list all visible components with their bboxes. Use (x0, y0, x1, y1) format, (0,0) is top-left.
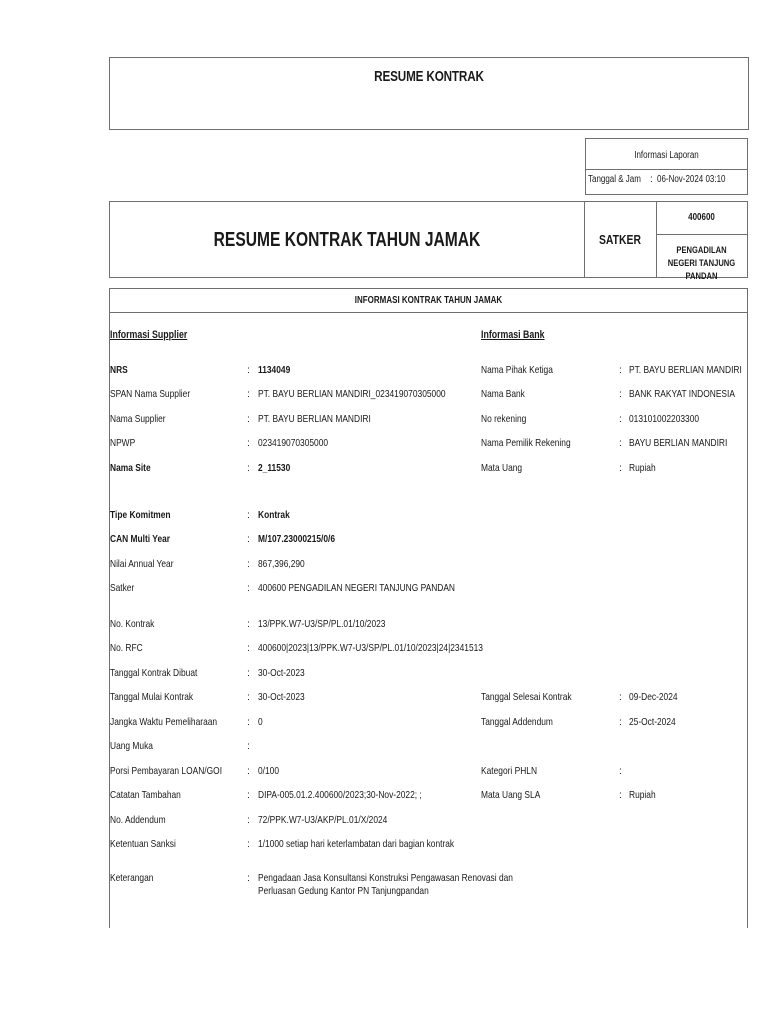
field-label: Catatan Tambahan (110, 789, 181, 801)
remarks-line: Pengadaan Jasa Konsultansi Konstruksi Pengawasan Renovasi dan (258, 872, 513, 884)
field-value: 1/1000 setiap hari keterlambatan dari bagian kontrak (258, 838, 455, 850)
field-label: NRS (110, 364, 128, 376)
field-value: Rupiah (629, 789, 656, 801)
field-value: BAYU BERLIAN MANDIRI (629, 437, 728, 449)
field-label: CAN Multi Year (110, 533, 171, 545)
field-value: 13/PPK.W7-U3/SP/PL.01/10/2023 (258, 618, 386, 630)
report-info-box (585, 138, 748, 195)
colon: : (247, 618, 250, 630)
field-label: Tanggal Mulai Kontrak (110, 691, 194, 703)
bank-heading: Informasi Bank (481, 329, 545, 341)
contract-header-box (109, 201, 748, 282)
colon: : (247, 558, 250, 570)
field-value: 013101002203300 (629, 413, 700, 425)
field-label: SPAN Nama Supplier (110, 388, 191, 400)
field-label: Nama Site (110, 462, 151, 474)
colon: : (247, 582, 250, 594)
field-label: Tanggal Selesai Kontrak (481, 691, 572, 703)
field-value: 400600 PENGADILAN NEGERI TANJUNG PANDAN (258, 582, 455, 594)
divider (110, 312, 747, 313)
colon: : (619, 437, 622, 449)
colon: : (247, 765, 250, 777)
colon: : (247, 509, 250, 521)
colon: : (247, 667, 250, 679)
colon: : (619, 765, 622, 777)
field-label: Porsi Pembayaran LOAN/GOI (110, 765, 223, 777)
colon: : (247, 814, 250, 826)
divider (656, 234, 747, 235)
colon: : (247, 740, 250, 752)
satker-label: SATKER (599, 232, 641, 247)
section-title: INFORMASI KONTRAK TAHUN JAMAK (354, 295, 503, 306)
field-label: Kategori PHLN (481, 765, 538, 777)
field-value: 72/PPK.W7-U3/AKP/PL.01/X/2024 (258, 814, 388, 826)
field-label: NPWP (110, 437, 136, 449)
divider (584, 202, 585, 277)
field-value: M/107.23000215/0/6 (258, 533, 336, 545)
colon: : (619, 691, 622, 703)
field-label: Nilai Annual Year (110, 558, 174, 570)
field-label: Mata Uang SLA (481, 789, 541, 801)
field-label: No. RFC (110, 642, 143, 654)
contract-info-section (109, 288, 748, 928)
colon: : (247, 533, 250, 545)
colon: : (247, 691, 250, 703)
report-info-heading: Informasi Laporan (634, 150, 699, 161)
field-value: 867,396,290 (258, 558, 305, 570)
field-label: Tanggal Kontrak Dibuat (110, 667, 198, 679)
page-title: RESUME KONTRAK TAHUN JAMAK (213, 229, 481, 251)
colon: : (619, 716, 622, 728)
field-label: Nama Pihak Ketiga (481, 364, 553, 376)
field-value: 0/100 (258, 765, 280, 777)
report-date-label: Tanggal & Jam (588, 174, 641, 185)
colon: : (650, 174, 653, 185)
field-label: Nama Pemilik Rekening (481, 437, 571, 449)
colon: : (247, 872, 250, 884)
field-value: DIPA-005.01.2.400600/2023;30-Nov-2022; ; (258, 789, 422, 801)
field-value: 25-Oct-2024 (629, 716, 676, 728)
field-label: No rekening (481, 413, 527, 425)
colon: : (619, 388, 622, 400)
report-date-value: 06-Nov-2024 03:10 (657, 174, 726, 185)
colon: : (247, 716, 250, 728)
colon: : (247, 364, 250, 376)
satker-name-line: PENGADILAN NEGERI TANJUNG (667, 245, 736, 269)
colon: : (247, 388, 250, 400)
document-title: RESUME KONTRAK (374, 68, 484, 85)
supplier-heading: Informasi Supplier (110, 329, 188, 341)
field-label: Tanggal Addendum (481, 716, 553, 728)
field-value: PT. BAYU BERLIAN MANDIRI (629, 364, 742, 376)
field-value: 30-Oct-2023 (258, 667, 305, 679)
colon: : (619, 462, 622, 474)
field-label: Nama Supplier (110, 413, 166, 425)
satker-name (665, 244, 738, 283)
field-value: Kontrak (258, 509, 290, 521)
field-value: 30-Oct-2023 (258, 691, 305, 703)
satker-name-line: PANDAN (685, 271, 718, 282)
divider (586, 169, 747, 170)
document-title-box (109, 57, 749, 130)
satker-code: 400600 (688, 212, 715, 223)
field-label: Jangka Waktu Pemeliharaan (110, 716, 218, 728)
colon: : (619, 789, 622, 801)
field-value (258, 872, 513, 898)
field-value: 1134049 (258, 364, 291, 376)
field-label: Ketentuan Sanksi (110, 838, 176, 850)
field-value: 400600|2023|13/PPK.W7-U3/SP/PL.01/10/2023|24|2341513 (258, 642, 483, 654)
field-label: Tipe Komitmen (110, 509, 171, 521)
field-value: 023419070305000 (258, 437, 329, 449)
field-value: 09-Dec-2024 (629, 691, 678, 703)
field-label: No. Addendum (110, 814, 166, 826)
field-label: Nama Bank (481, 388, 525, 400)
field-label: Mata Uang (481, 462, 523, 474)
field-label: Satker (110, 582, 135, 594)
divider (656, 202, 657, 277)
colon: : (247, 462, 250, 474)
field-value: BANK RAKYAT INDONESIA (629, 388, 735, 400)
field-value: PT. BAYU BERLIAN MANDIRI (258, 413, 371, 425)
field-value: PT. BAYU BERLIAN MANDIRI_023419070305000 (258, 388, 446, 400)
colon: : (247, 838, 250, 850)
colon: : (619, 364, 622, 376)
field-value: 2_11530 (258, 462, 291, 474)
colon: : (619, 413, 622, 425)
colon: : (247, 413, 250, 425)
remarks-line: Perluasan Gedung Kantor PN Tanjungpandan (258, 885, 429, 897)
colon: : (247, 789, 250, 801)
field-label: Uang Muka (110, 740, 153, 752)
field-value: 0 (258, 716, 263, 728)
field-value: Rupiah (629, 462, 656, 474)
colon: : (247, 437, 250, 449)
field-label: Keterangan (110, 872, 154, 884)
colon: : (247, 642, 250, 654)
field-label: No. Kontrak (110, 618, 155, 630)
